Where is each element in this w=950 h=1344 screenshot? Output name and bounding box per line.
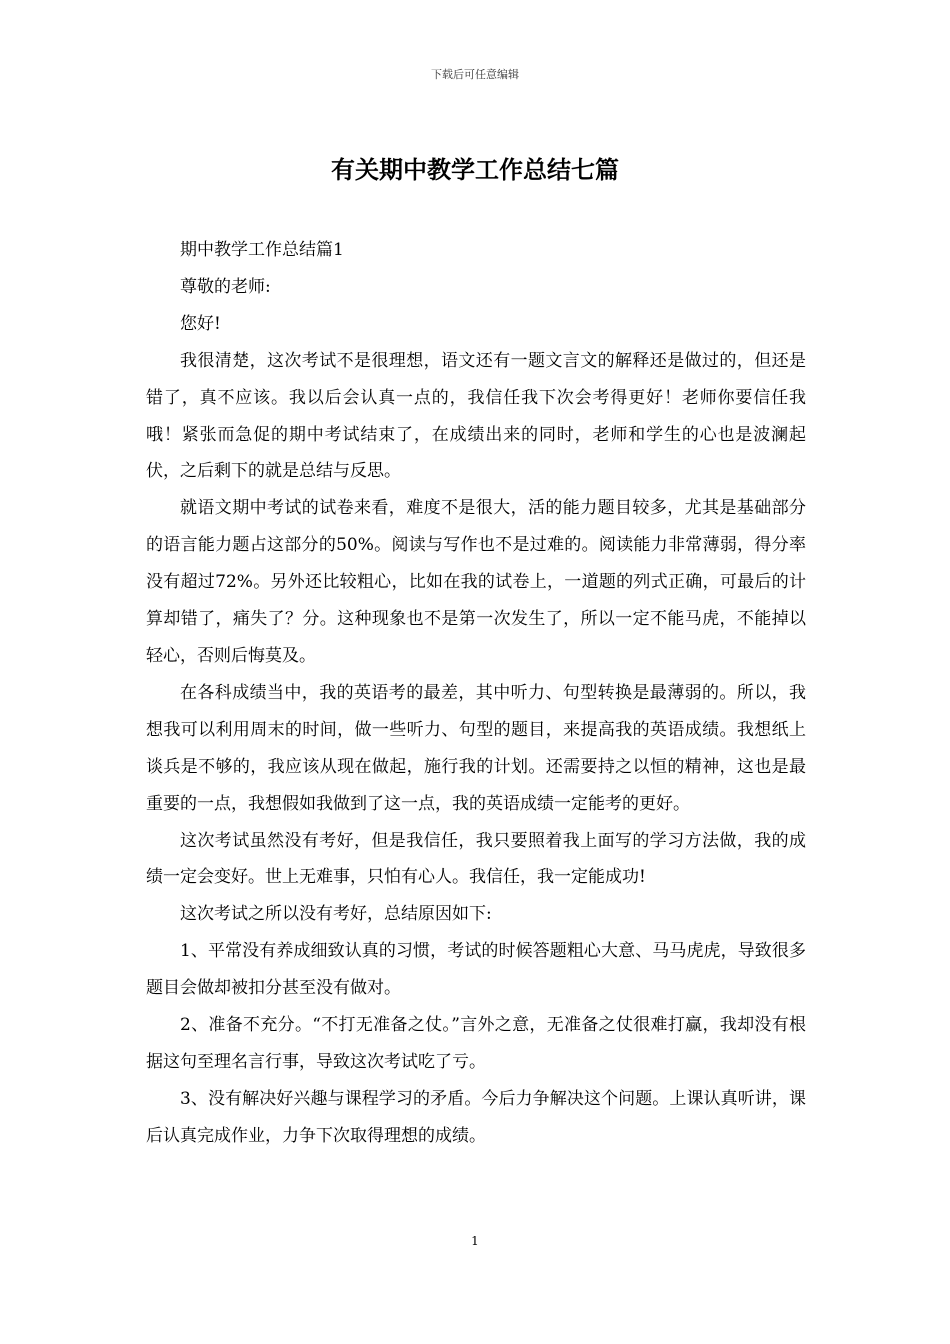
salutation: 尊敬的老师: — [180, 276, 271, 297]
list-item: 2、准备不充分。“不打无准备之仗。”言外之意，无准备之仗很难打赢，我却没有根据这句至理名言行事，导致这次考试吃了亏。 — [146, 1015, 806, 1072]
document-body — [146, 232, 806, 1155]
document-title: 有关期中教学工作总结七篇 — [331, 155, 619, 184]
body-paragraph: 这次考试之所以没有考好，总结原因如下: — [180, 904, 492, 925]
section-heading: 期中教学工作总结篇1 — [180, 240, 344, 260]
body-paragraph: 我很清楚，这次考试不是很理想，语文还有一题文言文的解释还是做过的，但还是错了，真不应该。我以后会认真一点的，我信任我下次会考得更好！老师你要信任我哦！紧张而急促的期中考试结束了，在成绩出来的同时，老师和学生的心也是波澜起伏，之后剩下的就是总结与反思。 — [146, 350, 806, 482]
greeting: 您好! — [180, 313, 221, 334]
body-paragraph: 这次考试虽然没有考好，但是我信任，我只要照着我上面写的学习方法做，我的成绩一定会变好。世上无难事，只怕有心人。我信任，我一定能成功! — [146, 830, 806, 888]
body-paragraph: 在各科成绩当中，我的英语考的最差，其中听力、句型转换是最薄弱的。所以，我想我可以利用周末的时间，做一些听力、句型的题目，来提高我的英语成绩。我想纸上谈兵是不够的，我应该从现在做起，施行我的计划。还需要持之以恒的精神，这也是最重要的一点，我想假如我做到了这一点，我的英语成绩一定能考的更好。 — [146, 682, 806, 814]
list-item: 1、平常没有养成细致认真的习惯，考试的时候答题粗心大意、马马虎虎，导致很多题目会做却被扣分甚至没有做对。 — [146, 941, 806, 999]
page-number: 1 — [471, 1234, 479, 1248]
body-paragraph: 就语文期中考试的试卷来看，难度不是很大，活的能力题目较多，尤其是基础部分的语言能力题占这部分的50%。阅读与写作也不是过难的。阅读能力非常薄弱，得分率没有超过72%。另外还比较粗心，比如在我的试卷上，一道题的列式正确，可最后的计算却错了，痛失了？分。这种现象也不是第一次发生了，所以一定不能马虎，不能掉以轻心，否则后悔莫及。 — [146, 498, 806, 666]
header-note: 下载后可任意编辑 — [431, 68, 519, 81]
list-item: 3、没有解决好兴趣与课程学习的矛盾。今后力争解决这个问题。上课认真听讲，课后认真完成作业，力争下次取得理想的成绩。 — [146, 1088, 806, 1146]
